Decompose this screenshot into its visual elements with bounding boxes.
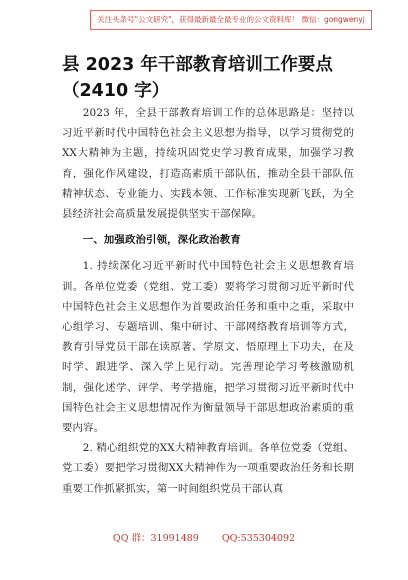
document-body (62, 103, 354, 499)
document-title: 县 2023 年干部教育培训工作要点（2410 字） (62, 55, 333, 101)
section-heading: 一、加强政治引领，深化政治教育 (82, 234, 241, 247)
body-paragraph: 2. 精心组织党的XX大精神教育培训。各单位党委（党组、党工委）要把学习贯彻XX大精神作为一项重要政治任务和长期重要工作抓紧抓实，第一时间组织党员干部认真 (62, 442, 354, 495)
header-banner: 关注头条号"公文研究"，获得最新最全最专业的公文资料库！ 微信：gongwenyj (90, 10, 372, 30)
body-paragraph: 1. 持续深化习近平新时代中国特色社会主义思想教育培训。各单位党委（党组、党工委）要将学习贯彻习近平新时代中国特色社会主义思想作为首要政治任务和重中之重，采取中心组学习、专题培训、集中研讨、干部网络教育培训等方式，教育引导党员干部在读原著、学原文、悟原理上下功夫，在及时学、跟进学、深入学上见行动。完善理论学习考核激励机制，强化述学、评学、考学措施，把学习贯彻习近平新时代中国特色社会主义思想情况作为衡量领导干部思想政治素质的重要内容。 (62, 260, 354, 435)
footer-contact (0, 530, 408, 544)
intro-paragraph: 2023 年，全县干部教育培训工作的总体思路是：坚持以习近平新时代中国特色社会主义思想为指导，以学习贯彻党的XX大精神为主题，持续巩固党史学习教育成果，加强学习教育，强化作风建设，打造高素质干部队伍，推动全县干部队伍精神状态、专业能力、实践本领、工作标准实现新飞跃，为全县经济社会高质量发展提供坚实干部保障。 (62, 107, 354, 221)
footer-qq-group: QQ 群：31991489 (112, 533, 199, 544)
footer-qq: QQ:535304092 (221, 533, 296, 544)
